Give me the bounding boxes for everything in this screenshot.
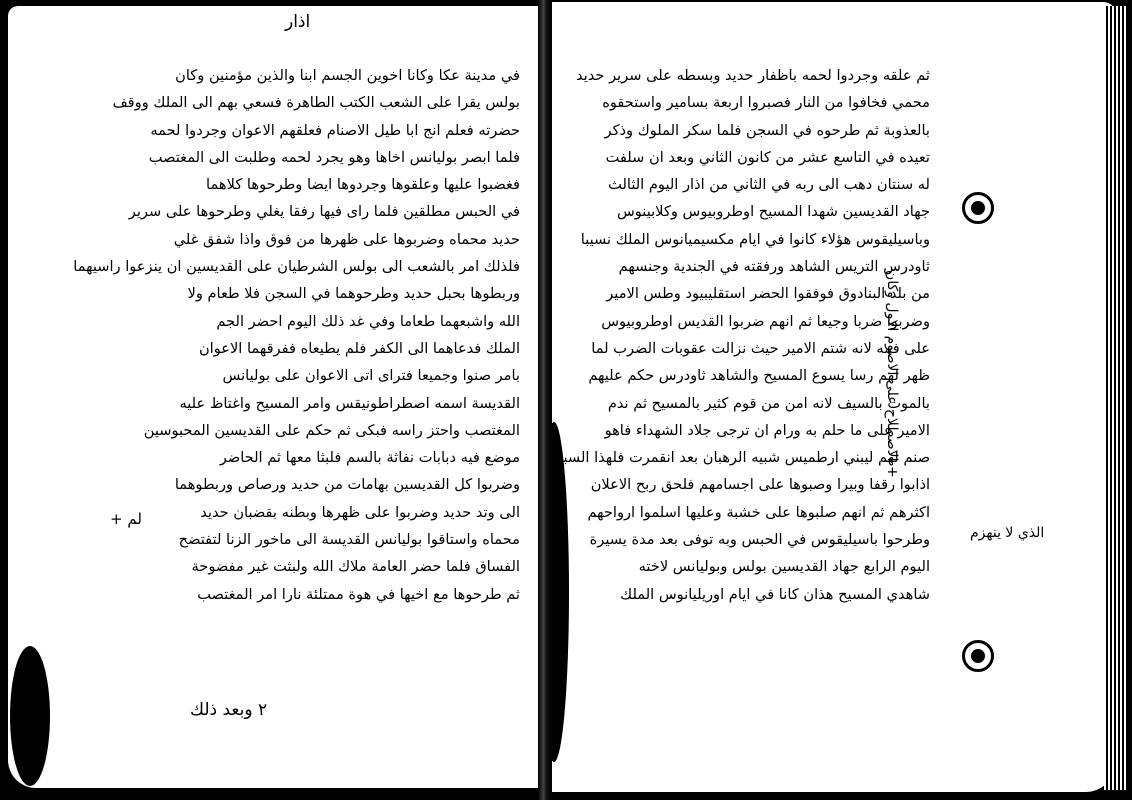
text-line: في مدينة عكا وكانا اخوين الجسم ابنا والذين مؤمنين وكان <box>175 67 520 84</box>
text-line: الفساق فلما حضر العامة ملاك الله ولبثت غير مفضوحة <box>191 558 520 576</box>
text-line: الملك فدعاهما الى الكفر فلم يطيعاه ففرقهما الاعوان <box>198 339 520 357</box>
text-line: بولس يقرا على الشعب الكتب الطاهرة فسعي بهم الى الملك ووقف <box>112 94 520 112</box>
margin-note-right: الذي لا ينهزم <box>970 525 1045 541</box>
right-page-text <box>549 62 930 608</box>
text-line: محماه واستاقوا بوليانس القديسة الى ماخور الزنا لتفتضح <box>178 531 520 549</box>
text-line: وضربوا كل القديسين بهامات من حديد ورصاص وربطوهما <box>174 476 520 494</box>
text-line: ثاودرس التريس الشاهد ورفقته في الجندية وجنسهم <box>618 258 930 276</box>
text-line: محمي فخافوا من النار فصبروا اربعة بسامير واستحقوه <box>602 94 930 112</box>
text-line: الامير على ما حلم به ورام ان ترجى جلاد الشهداء فاهو <box>604 421 930 439</box>
text-line: حديد محماه وضربوها على ظهرها من فوق واذا شفق غلي <box>173 230 520 248</box>
text-line: فلما ابصر بوليانس اخاها وهو يجرد لحمه وطلبت الى المغتصب <box>148 148 520 166</box>
text-line: اليوم الرابع جهاد القديسين بولس وبوليانس لاخته <box>638 558 930 576</box>
text-line: وطرحوا باسيليقوس في الحبس وبه توفى بعد مدة يسيرة <box>589 531 930 549</box>
page-edges <box>1104 6 1128 790</box>
text-line: ظهر لهم رسا يسوع المسيح والشاهد ثاودرس حكم عليهم <box>588 367 930 385</box>
margin-mark-left: + لم <box>110 510 142 528</box>
text-line: ثم علقه وجردوا لحمه باظفار حديد وبسطه على سرير حديد <box>576 67 930 84</box>
text-line: موضع فيه دبابات نفاثة بالسم فلبثا معها ثم الحاضر <box>219 449 520 467</box>
text-line: ثم طرحوها مع اخيها في هوة ممتلئة نارا امر المغتصب <box>197 585 520 603</box>
text-line: بامر صنوا وجميعا فتراى اتى الاعوان على بوليانس <box>222 367 520 385</box>
text-line: فغضبوا عليها وعلقوها وجردوها ايضا وطرحوها كلاهما <box>206 176 520 194</box>
text-line: وباسيليقوس هؤلاء كانوا في ايام مكسيميانوس الملك نسيبا <box>580 230 930 248</box>
text-line: بالموت بالسيف لانه امن من قوم كثير بالمسيح ثم ندم <box>607 394 930 412</box>
text-line: القديسة اسمه اصطراطونيقس وامر المسيح واغتاظ عليه <box>179 394 520 412</box>
catchword: ٢ وبعد ذلك <box>190 700 268 720</box>
page-stain <box>10 646 50 786</box>
rosette-ornament-icon <box>962 640 994 672</box>
left-page-text <box>73 62 520 608</box>
text-line: الله واشبعهما طعاما وفي غد ذلك اليوم احضر الجم <box>216 312 520 330</box>
text-line: شاهدي المسيح هذان كانا في ايام اوريليانوس الملك <box>620 585 930 603</box>
text-line: وضربوا ضربا وجيعا ثم انهم ضربوا القديس اوطروبيوس <box>601 312 930 330</box>
rosette-ornament-icon <box>962 192 994 224</box>
text-line: الى وتد حديد وضربوا على ظهرها وبطنه بقضبان حديد <box>200 503 520 521</box>
margin-note-vertical: + الاصطلاح على الاصوم الاول وكان <box>884 270 900 478</box>
book-gutter <box>538 0 552 800</box>
text-line: جهاد القديسين شهدا المسيح اوطروبيوس وكلابينوس <box>616 203 930 221</box>
text-line: في الحبس مطلقين فلما راى فيها رفقا يغلي وطرحوها على سرير <box>128 203 520 221</box>
text-line: اكثرهم ثم انهم صلبوها على خشبة وعليها اسلموا ارواحهم <box>587 503 930 521</box>
text-line: بالعذوبة ثم طرحوه في السجن فلما سكر الملوك وذكر <box>604 121 930 139</box>
text-line: اذابوا رقفا وبيرا وصبوها على اجسامهم فلحق ربح الاعلان <box>590 476 930 494</box>
text-line: له سنتان دهب الى ربه في الثاني من اذار اليوم الثالث <box>608 176 930 194</box>
text-line: من بلد البنادوق فوفقوا الحضر استقليبيود وطس الامير <box>606 285 930 303</box>
text-line: على فمه لانه شتم الامير حيث نزالت عقوبات الضرب لما <box>591 339 930 357</box>
text-line: حضرته فعلم انج ابا طيل الاصنام فعلقهم الاعوان وجردوا لحمه <box>150 121 520 139</box>
text-line: فلذلك امر بالشعب الى بولس الشرطيان على القديسين ان ينزعوا راسيهما <box>73 258 520 276</box>
text-line: صنم لهم ليبني ارطميس شبيه الرهبان بعد انقمرت فلهذا السبب <box>549 449 930 467</box>
text-line: تعيده في التاسع عشر من كانون الثاني وبعد ان سلفت <box>605 148 930 166</box>
page-number: اذار <box>285 12 311 32</box>
text-line: وربطوها بحبل حديد وطرحوهما في السجن فلا طعام ولا <box>187 285 520 303</box>
text-line: المغتصب واحتز راسه فبكى ثم حكم على القديسين المحبوسين <box>143 421 520 439</box>
